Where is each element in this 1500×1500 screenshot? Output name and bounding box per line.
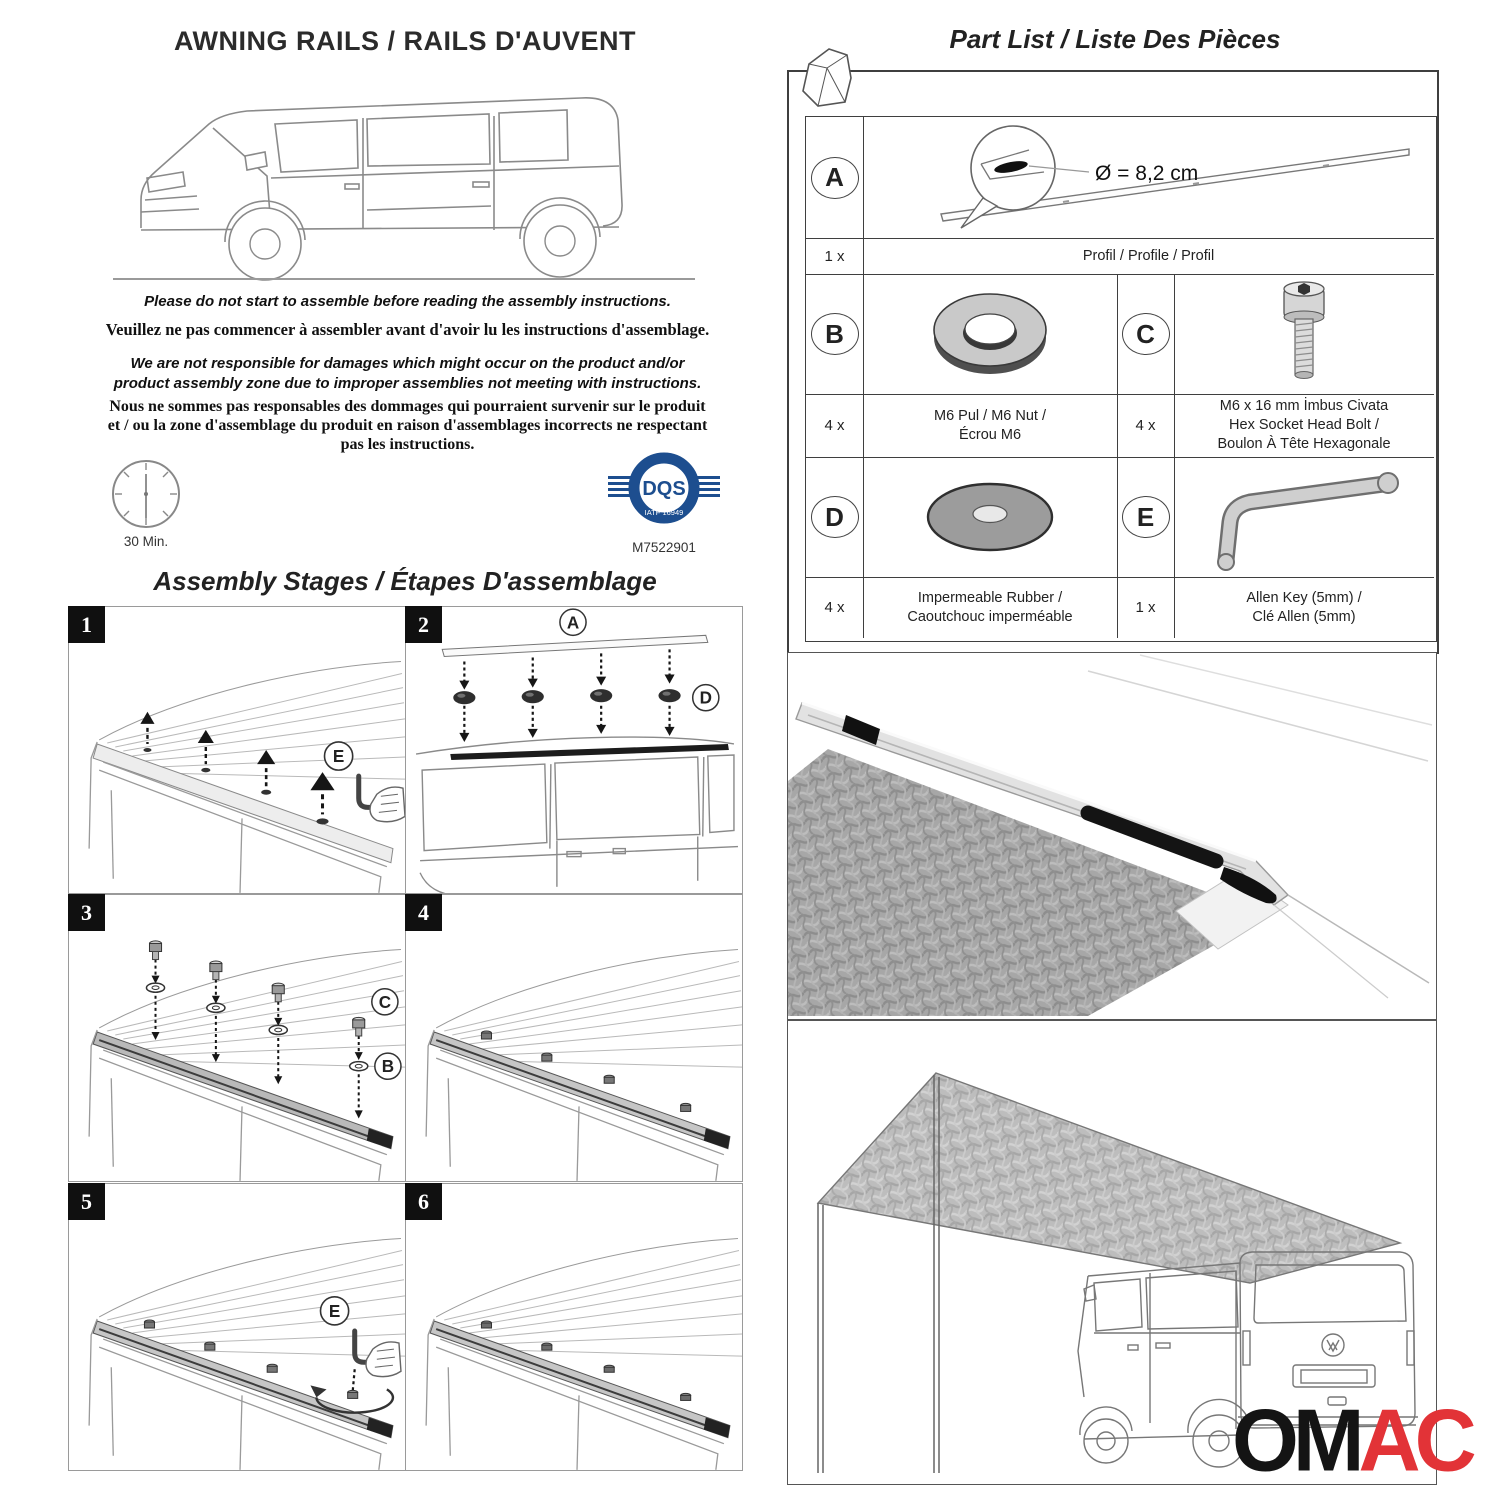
assembly-step-3 (68, 894, 406, 1182)
hand-with-allen-key (359, 776, 405, 822)
van-side-illustration (95, 60, 715, 284)
part-d-qty: 4 x (806, 577, 864, 638)
callout-b: B (381, 1057, 395, 1077)
drop-arrows-and-pads (453, 649, 680, 742)
part-a-name: Profil / Profile / Profil (863, 238, 1434, 275)
part-d-letter: D (811, 496, 859, 538)
part-d-image-cell (863, 457, 1118, 578)
omac-logo-black: OM (1232, 1392, 1359, 1490)
step-number-5: 5 (68, 1183, 105, 1220)
warning-en-2-line1: We are not responsible for damages which might occur on the product and/or (130, 355, 685, 372)
warning-en-1: Please do not start to assemble before reading the assembly instructions. (144, 293, 671, 310)
warning-en-2-line2: product assembly zone due to improper assemblies not meeting with instructions. (113, 374, 702, 392)
part-c-name-line3: Boulon À Tête Hexagonale (1217, 435, 1391, 452)
dqs-cert-logo (608, 446, 720, 538)
rail-closeup-render (788, 653, 1433, 1016)
step-number-1: 1 (68, 606, 105, 643)
part-a-dimension: Ø = 8,2 cm (1095, 162, 1199, 185)
part-a-rail-illustration (863, 118, 1434, 237)
part-b-letter-cell (806, 274, 864, 395)
omac-logo (1232, 1392, 1471, 1490)
part-c-name-line2: Hex Socket Head Bolt / (1229, 417, 1379, 434)
page-title: AWNING RAILS / RAILS D'AUVENT (174, 26, 636, 56)
step-2-illustration (406, 607, 742, 893)
part-b-nut-illustration (863, 275, 1117, 393)
callout-c: C (378, 992, 392, 1012)
part-d-name-line2: Caoutchouc imperméable (907, 608, 1073, 625)
part-b-letter: B (811, 313, 859, 355)
part-b-name-line1: M6 Pul / M6 Nut / (933, 407, 1046, 424)
part-d-name (863, 577, 1118, 638)
part-a-qty: 1 x (806, 238, 864, 275)
part-c-name (1174, 394, 1434, 458)
part-a-letter: A (811, 157, 859, 199)
part-c-name-line1: M6 x 16 mm İmbus Civata (1219, 398, 1389, 415)
assembly-step-1 (68, 606, 406, 894)
part-c-letter-cell (1117, 274, 1175, 395)
clock-icon (110, 458, 182, 530)
step-number-6: 6 (405, 1183, 442, 1220)
warning-en-2 (85, 354, 730, 393)
parts-bag-icon (793, 42, 859, 112)
duration-label: 30 Min. (123, 534, 169, 549)
assembly-step-5 (68, 1183, 406, 1471)
step-number-3: 3 (68, 894, 105, 931)
part-d-letter-cell (806, 457, 864, 578)
part-d-rubber-illustration (863, 458, 1117, 576)
part-a-image-cell (863, 117, 1434, 239)
step-4-illustration (406, 895, 742, 1181)
part-e-allen-key-illustration (1174, 458, 1434, 576)
step-1-illustration (69, 607, 405, 893)
part-e-qty: 1 x (1117, 577, 1175, 638)
omac-logo-red: AC (1358, 1392, 1471, 1490)
part-c-qty: 4 x (1117, 394, 1175, 458)
warning-fr-1: Veuillez ne pas commencer à assembler avant d'avoir lu les instructions d'assemblage. (105, 320, 710, 339)
part-b-qty: 4 x (806, 394, 864, 458)
part-e-image-cell (1174, 457, 1434, 578)
step-number-2: 2 (405, 606, 442, 643)
assembly-step-6 (405, 1183, 743, 1471)
rail-closeup-box (787, 652, 1437, 1020)
callout-e: E (332, 747, 345, 767)
step-5-illustration (69, 1184, 405, 1470)
callout-d: D (699, 688, 712, 708)
van-upper-side (416, 737, 738, 893)
assembly-stages-title: Assembly Stages / Étapes D'assemblage (153, 566, 657, 596)
part-e-name-line2: Clé Allen (5mm) (1252, 608, 1356, 625)
part-e-letter: E (1122, 496, 1170, 538)
cert-number: M7522901 (632, 540, 696, 555)
part-d-name-line1: Impermeable Rubber / (917, 589, 1063, 606)
dqs-letters: DQS (642, 478, 686, 500)
part-b-image-cell (863, 274, 1118, 395)
callout-e2: E (328, 1301, 341, 1321)
part-e-name (1174, 577, 1434, 638)
part-e-letter-cell (1117, 457, 1175, 578)
part-b-name (863, 394, 1118, 458)
assembly-step-2 (405, 606, 743, 894)
hand-with-allen-key (355, 1331, 401, 1377)
van-wheels (225, 198, 600, 280)
part-e-name-line1: Allen Key (5mm) / (1246, 589, 1362, 606)
part-list-title: Part List / Liste Des Pièces (949, 24, 1281, 54)
part-c-bolt-illustration (1174, 275, 1434, 393)
warning-fr-2-line1: Nous ne sommes pas responsables des dommages qui pourraient survenir sur le produit (109, 398, 706, 415)
part-table (805, 116, 1437, 642)
part-a-letter-cell (806, 117, 864, 239)
step-3-illustration (69, 895, 405, 1181)
step-number-4: 4 (405, 894, 442, 931)
assembly-step-4 (405, 894, 743, 1182)
part-c-letter: C (1122, 313, 1170, 355)
callout-a: A (566, 613, 580, 633)
warning-fr-2-line3: pas les instructions. (340, 435, 475, 453)
warning-fr-2-line2: et / ou la zone d'assemblage du produit en raison d'assemblages incorrects ne respectant (107, 416, 708, 434)
part-c-image-cell (1174, 274, 1434, 395)
step-6-illustration (406, 1184, 742, 1470)
part-b-name-line2: Écrou M6 (958, 426, 1022, 443)
iatf-band-text: IATF 16949 (644, 508, 684, 517)
